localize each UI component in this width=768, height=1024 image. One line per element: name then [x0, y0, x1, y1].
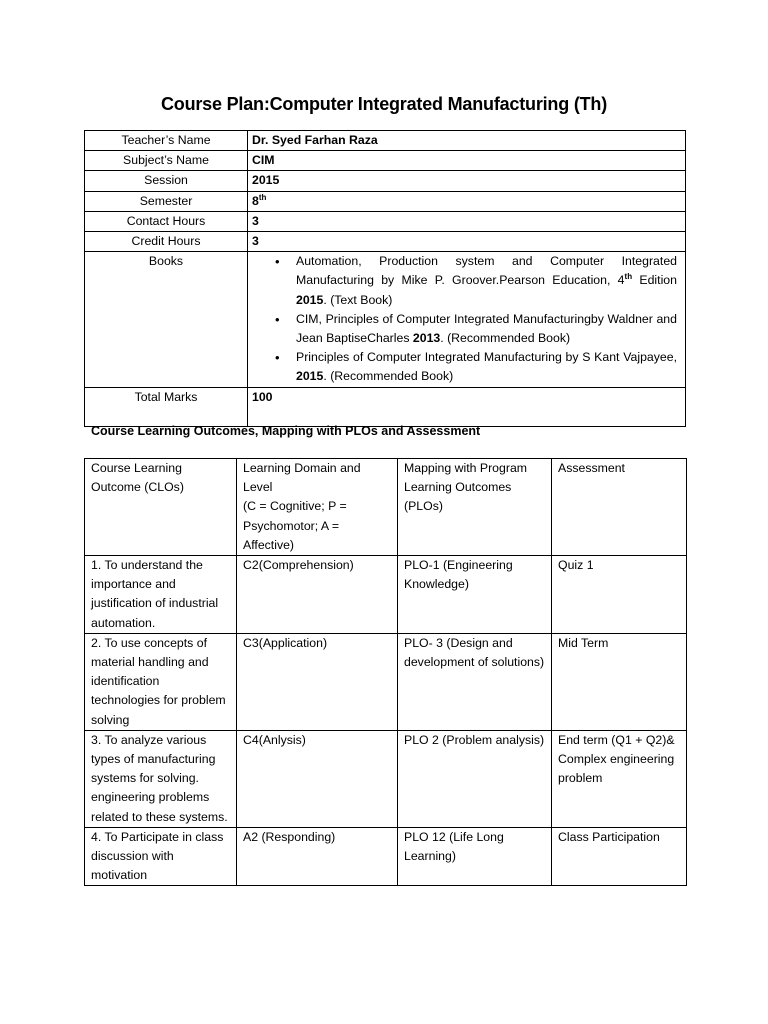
info-row-session [85, 171, 686, 191]
session-label: Session [85, 171, 248, 191]
clo-section-heading: Course Learning Outcomes, Mapping with PLOs and Assessment [91, 424, 481, 438]
clo-header-row [85, 459, 687, 556]
books-list-cell [248, 252, 686, 387]
clo-cell: 2. To use concepts of material handling and identification technologies for problem solving [85, 633, 237, 730]
semester-value: 8 [252, 193, 259, 208]
info-row-subject [85, 151, 686, 171]
book-item: • CIM, Principles of Computer Integrated Manufacturingby Waldner and Jean BaptiseCharles 2013. (Recommended Book) [272, 310, 677, 348]
teacher-label: Teacher’s Name [85, 131, 248, 151]
contact-hours-value: 3 [248, 211, 686, 231]
books-label: Books [85, 252, 248, 387]
header-domain [237, 459, 398, 556]
header-assessment: Assessment [552, 459, 687, 556]
domain-cell: A2 (Responding) [237, 827, 398, 886]
table-row [85, 730, 687, 827]
total-marks-value: 100 [248, 387, 686, 426]
info-row-contact [85, 211, 686, 231]
domain-cell: C3(Application) [237, 633, 398, 730]
plo-cell: PLO 2 (Problem analysis) [398, 730, 552, 827]
info-row-teacher [85, 131, 686, 151]
clo-cell: 1. To understand the importance and justification of industrial automation. [85, 556, 237, 634]
domain-cell: C2(Comprehension) [237, 556, 398, 634]
clo-cell: 3. To analyze various types of manufacturing systems for solving. engineering problems related to these systems. [85, 730, 237, 827]
semester-suffix: th [258, 192, 267, 202]
clo-cell: 4. To Participate in class discussion with motivation [85, 827, 237, 886]
assessment-cell: Mid Term [552, 633, 687, 730]
header-plo: Mapping with Program Learning Outcomes (PLOs) [398, 459, 552, 556]
semester-label: Semester [85, 191, 248, 211]
books-list [272, 252, 677, 386]
table-row [85, 556, 687, 634]
info-row-total [85, 387, 686, 426]
plo-cell: PLO 12 (Life Long Learning) [398, 827, 552, 886]
header-domain-title: Learning Domain and Level [243, 461, 361, 495]
info-row-semester [85, 191, 686, 211]
plo-cell: PLO-1 (Engineering Knowledge) [398, 556, 552, 634]
subject-value: CIM [248, 151, 686, 171]
plo-cell: PLO- 3 (Design and development of solutions) [398, 633, 552, 730]
domain-cell: C4(Anlysis) [237, 730, 398, 827]
header-domain-note: (C = Cognitive; P = Psychomotor; A = Affective) [243, 499, 347, 552]
assessment-cell: Quiz 1 [552, 556, 687, 634]
header-clo: Course Learning Outcome (CLOs) [85, 459, 237, 556]
semester-cell [248, 191, 686, 211]
info-row-books [85, 252, 686, 387]
assessment-cell: Class Participation [552, 827, 687, 886]
table-row [85, 633, 687, 730]
session-value: 2015 [248, 171, 686, 191]
clo-table [84, 458, 687, 886]
course-info-table [84, 130, 686, 427]
book-item: • Automation, Production system and Computer Integrated Manufacturing by Mike P. Groover.Pearson Education, 4th Edition 2015. (Text Book) [272, 252, 677, 310]
info-row-credit [85, 232, 686, 252]
page-title: Course Plan:Computer Integrated Manufacturing (Th) [160, 94, 607, 114]
credit-hours-value: 3 [248, 232, 686, 252]
contact-hours-label: Contact Hours [85, 211, 248, 231]
subject-label: Subject’s Name [85, 151, 248, 171]
assessment-cell: End term (Q1 + Q2)& Complex engineering problem [552, 730, 687, 827]
credit-hours-label: Credit Hours [85, 232, 248, 252]
total-marks-label: Total Marks [85, 387, 248, 426]
book-item: • Principles of Computer Integrated Manufacturing by S Kant Vajpayee, 2015. (Recommended Book) [272, 348, 677, 386]
teacher-value: Dr. Syed Farhan Raza [248, 131, 686, 151]
table-row [85, 827, 687, 886]
